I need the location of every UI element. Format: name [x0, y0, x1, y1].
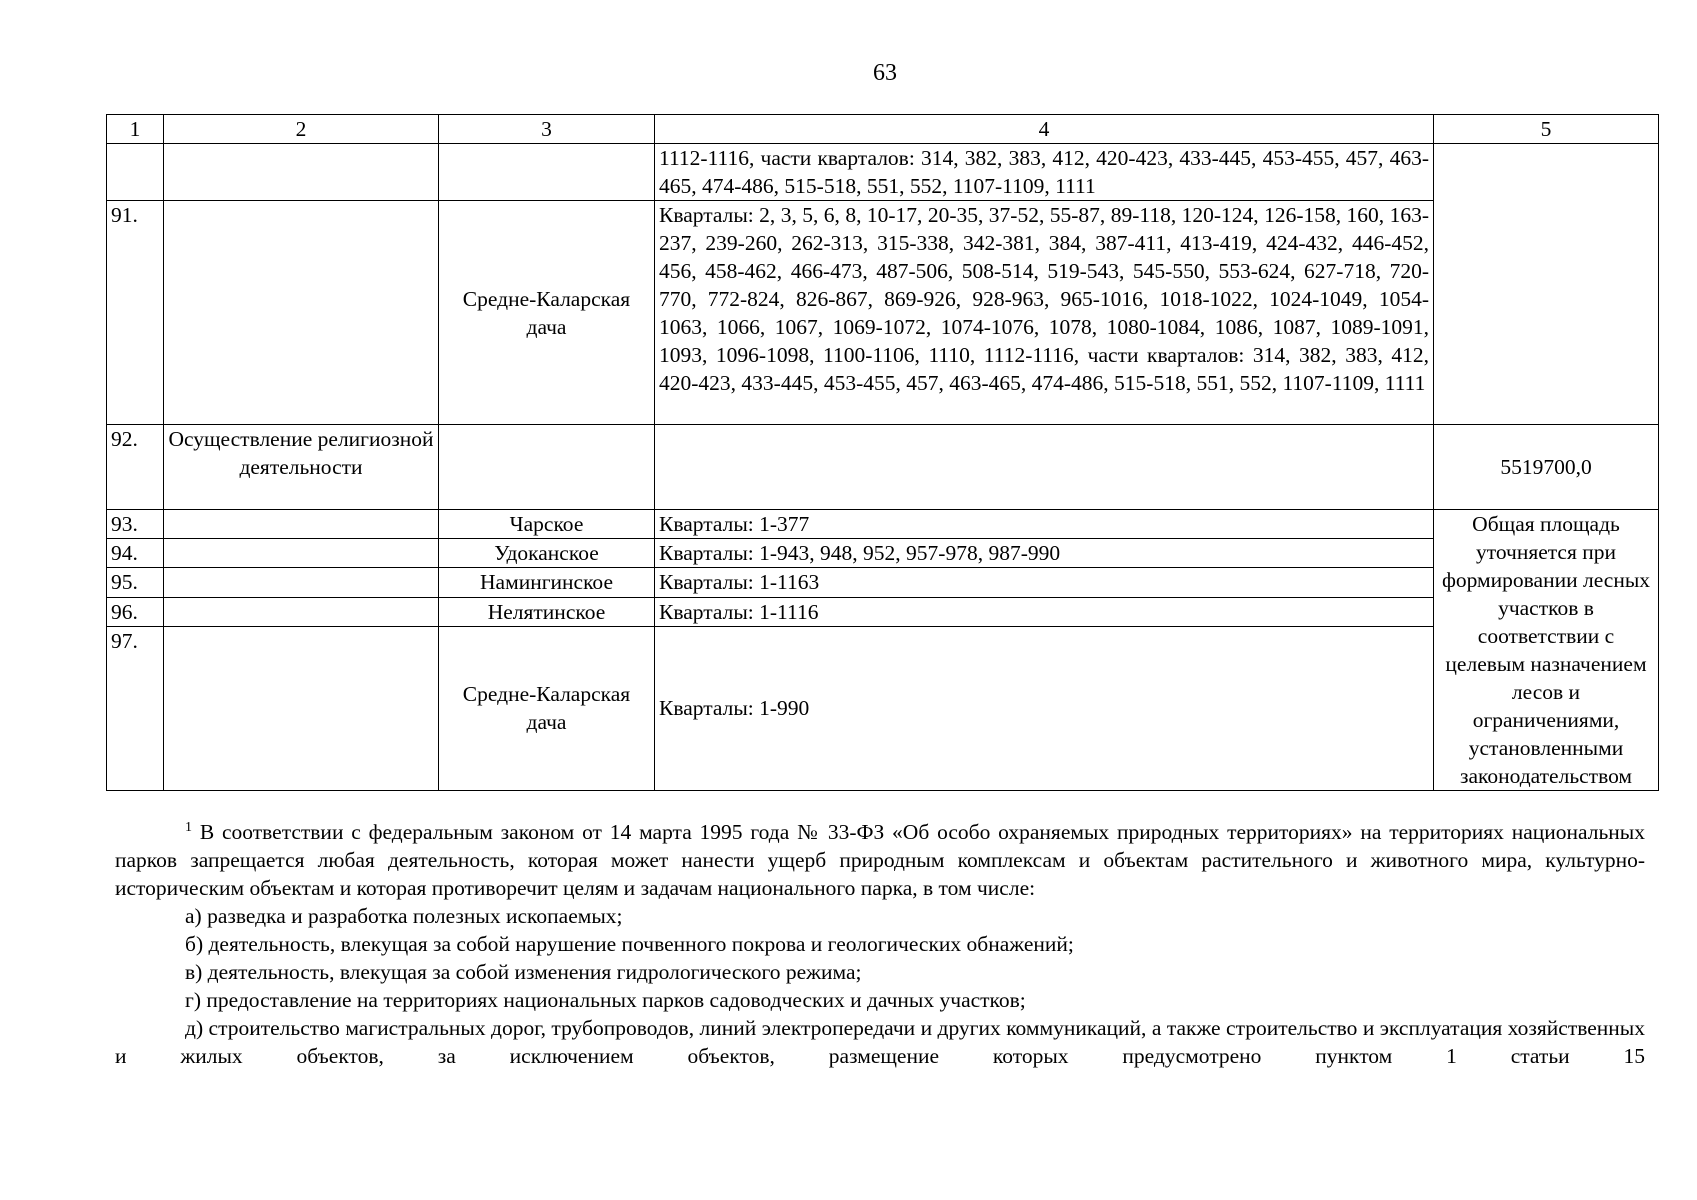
column-header: 2 [164, 115, 439, 144]
table-row [107, 626, 1659, 790]
table-row [107, 539, 1659, 568]
quarters-cell: Кварталы: 1-990 [655, 626, 1434, 790]
forestry-cell: Нелятинское [439, 597, 655, 626]
forestry-cell [439, 144, 655, 201]
row-number-cell: 94. [107, 539, 164, 568]
forest-quarters-table [106, 114, 1659, 791]
row-number-cell: 95. [107, 568, 164, 597]
quarters-cell: Кварталы: 2, 3, 5, 6, 8, 10-17, 20-35, 37-52, 55-87, 89-118, 120-124, 126-158, 160, 163-237, 239-260, 262-313, 315-338, 342-381, 384, 387-411, 413-419, 424-432, 446-452, 456, 458-462, 466-473, 487-506, 508-514, 519-543, 545-550, 553-624, 627-718, 720-770, 772-824, 826-867, 869-926, 928-963, 965-1016, 1018-1022, 1024-1049, 1054-1063, 1066, 1067, 1069-1072, 1074-1076, 1078, 1080-1084, 1086, 1087, 1089-1091, 1093, 1096-1098, 1100-1106, 1110, 1112-1116, части кварталов: 314, 382, 383, 412, 420-423, 433-445, 453-455, 457, 463-465, 474-486, 515-518, 551, 552, 1107-1109, 1111 [655, 201, 1434, 425]
row-number-cell: 96. [107, 597, 164, 626]
footnote [115, 818, 1645, 1070]
row-number-cell [107, 144, 164, 201]
activity-cell [164, 597, 439, 626]
table-row [107, 144, 1659, 201]
quarters-cell: Кварталы: 1-1116 [655, 597, 1434, 626]
quarters-cell: 1112-1116, части кварталов: 314, 382, 383, 412, 420-423, 433-445, 453-455, 457, 463-465, 474-486, 515-518, 551, 552, 1107-1109, 1111 [655, 144, 1434, 201]
area-cell: 5519700,0 [1434, 425, 1659, 510]
activity-cell [164, 144, 439, 201]
row-number-cell: 97. [107, 626, 164, 790]
page-number: 63 [873, 60, 897, 86]
footnote-item: б) деятельность, влекущая за собой нарушение почвенного покрова и геологических обнажений; [185, 932, 1074, 956]
row-number-cell: 92. [107, 425, 164, 510]
column-header: 5 [1434, 115, 1659, 144]
forestry-cell: Намингинское [439, 568, 655, 597]
forestry-cell: Средне-Каларская дача [439, 626, 655, 790]
area-cell [1434, 144, 1659, 425]
table-row [107, 597, 1659, 626]
quarters-cell: Кварталы: 1-1163 [655, 568, 1434, 597]
footnote-item: в) деятельность, влекущая за собой изменения гидрологического режима; [185, 960, 862, 984]
column-header: 3 [439, 115, 655, 144]
row-number-cell: 93. [107, 510, 164, 539]
table-row [107, 510, 1659, 539]
forestry-cell: Чарское [439, 510, 655, 539]
activity-cell [164, 626, 439, 790]
quarters-cell [655, 425, 1434, 510]
table-header-row [107, 115, 1659, 144]
quarters-cell: Кварталы: 1-943, 948, 952, 957-978, 987-990 [655, 539, 1434, 568]
table-row [107, 568, 1659, 597]
activity-cell [164, 510, 439, 539]
column-header: 4 [655, 115, 1434, 144]
column-header: 1 [107, 115, 164, 144]
forestry-cell [439, 425, 655, 510]
quarters-cell: Кварталы: 1-377 [655, 510, 1434, 539]
footnote-intro-text: В соответствии с федеральным законом от 14 марта 1995 года № 33-ФЗ «Об особо охраняемых природных территориях» на территориях национальных парков запрещается любая деятельность, которая может нанести ущерб природным комплексам и объектам растительного и животного мира, культурно-историческим объектам и которая противоречит целям и задачам национального парка, в том числе: [115, 820, 1645, 900]
footnote-intro [115, 818, 1645, 902]
footnote-item: д) строительство магистральных дорог, трубопроводов, линий электропередачи и других коммуникаций, а также строительство и эксплуатация хозяйственных и жилых объектов, за исключением объектов, размещение которых предусмотрено пунктом 1 статьи 15 [115, 1016, 1645, 1068]
table-row [107, 425, 1659, 510]
table-row [107, 201, 1659, 425]
activity-cell: Осуществление религиозной деятельности [164, 425, 439, 510]
forestry-cell: Удоканское [439, 539, 655, 568]
activity-cell [164, 568, 439, 597]
footnote-item: а) разведка и разработка полезных ископаемых; [185, 904, 623, 928]
area-note-cell: Общая площадь уточняется при формировании лесных участков в соответствии с целевым назначением лесов и ограничениями, установленными законодательством [1434, 510, 1659, 791]
row-number-cell: 91. [107, 201, 164, 425]
activity-cell [164, 539, 439, 568]
activity-cell [164, 201, 439, 425]
forestry-cell: Средне-Каларская дача [439, 201, 655, 425]
footnote-item: г) предоставление на территориях национальных парков садоводческих и дачных участков; [185, 988, 1026, 1012]
footnote-marker: 1 [185, 819, 192, 835]
